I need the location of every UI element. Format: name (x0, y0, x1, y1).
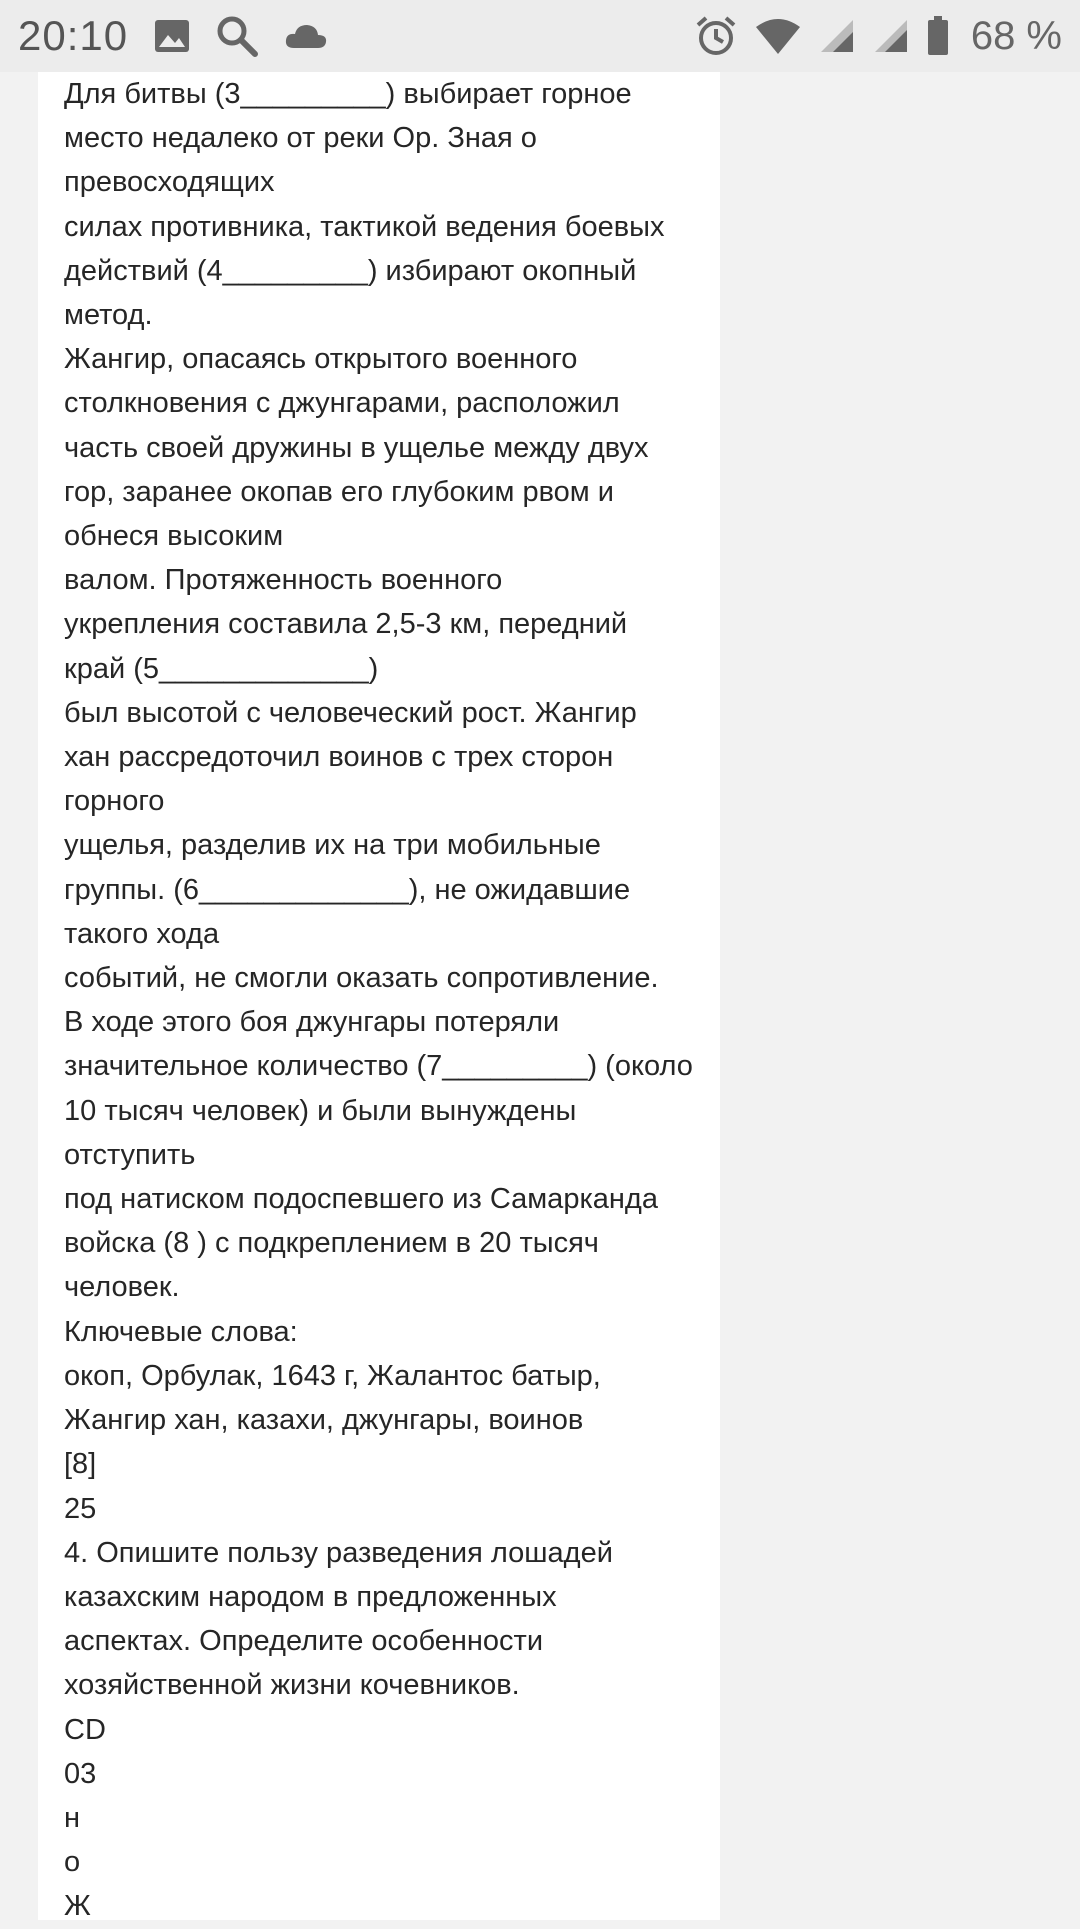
text-line: значительное количество (7_________) (около (64, 1050, 693, 1083)
text-line: Ж (64, 1890, 91, 1923)
status-right (691, 14, 1062, 59)
status-left (18, 12, 354, 60)
text-line: Для битвы (3_________) выбирает горное (64, 78, 632, 110)
text-line: хозяйственной жизни кочевников. (64, 1669, 520, 1702)
text-line: хан рассредоточил воинов с трех сторон (64, 741, 614, 774)
text-line: место недалеко от реки Ор. Зная о (64, 122, 537, 155)
text-line: был высотой с человеческий рост. Жангир (64, 696, 637, 729)
text-line: о (64, 1846, 81, 1879)
battery-icon (927, 16, 949, 56)
text-line: валом. Протяженность военного (64, 564, 503, 597)
image-icon (154, 19, 190, 53)
cloud-icon (284, 22, 328, 50)
text-line: [8] (64, 1448, 97, 1481)
signal-icon (873, 18, 909, 54)
text-line: столкновения с джунгарами, расположил (64, 387, 620, 420)
text-line: н (64, 1801, 81, 1834)
text-line: Ключевые слова: (64, 1315, 298, 1348)
text-line: CD (64, 1713, 106, 1746)
text-line: Жангир, опасаясь открытого военного (64, 343, 578, 376)
text-line: край (5_____________) (64, 652, 379, 685)
text-line: 03 (64, 1757, 97, 1790)
document-page[interactable] (38, 72, 720, 1923)
text-line: часть своей дружины в ущелье между двух (64, 431, 649, 464)
text-line: действий (4_________) избирают окопный (64, 254, 637, 287)
status-time: 20:10 (18, 12, 129, 59)
text-line: группы. (6_____________), не ожидавшие (64, 873, 631, 906)
text-line: 10 тысяч человек) и были вынуждены (64, 1094, 577, 1127)
text-line: силах противника, тактикой ведения боевых (64, 210, 665, 243)
text-line: укрепления составила 2,5-3 км, передний (64, 608, 628, 641)
text-line: В ходе этого боя джунгары потеряли (64, 1006, 560, 1039)
text-line: 4. Опишите пользу разведения лошадей (64, 1536, 613, 1569)
status-bar (0, 0, 1080, 72)
signal-icon (819, 18, 855, 54)
text-line: такого хода (64, 917, 220, 950)
text-line: 25 (64, 1492, 97, 1525)
text-line: аспектах. Определите особенности (64, 1625, 544, 1658)
text-line: ущелья, разделив их на три мобильные (64, 829, 601, 862)
text-line: окоп, Орбулак, 1643 г, Жалантос батыр, (64, 1359, 601, 1392)
text-line: гор, заранее окопав его глубоким рвом и (64, 475, 614, 508)
text-line: горного (64, 785, 165, 818)
search-icon (216, 15, 258, 57)
battery-level: 68 % (970, 13, 1062, 58)
wifi-icon (755, 17, 801, 55)
text-line: под натиском подоспевшего из Самарканда (64, 1183, 658, 1216)
text-line: Жангир хан, казахи, джунгары, воинов (64, 1404, 584, 1437)
text-line: обнеся высоким (64, 520, 284, 553)
text-line: отступить (64, 1138, 196, 1171)
document-text (64, 72, 694, 1929)
text-line: человек. (64, 1271, 180, 1304)
text-line: казахским народом в предложенных (64, 1580, 557, 1613)
text-line: метод. (64, 299, 153, 332)
text-line: превосходящих (64, 166, 275, 199)
alarm-icon (695, 15, 737, 57)
text-line: событий, не смогли оказать сопротивление. (64, 962, 659, 995)
text-line: войска (8 ) с подкреплением в 20 тысяч (64, 1227, 599, 1260)
